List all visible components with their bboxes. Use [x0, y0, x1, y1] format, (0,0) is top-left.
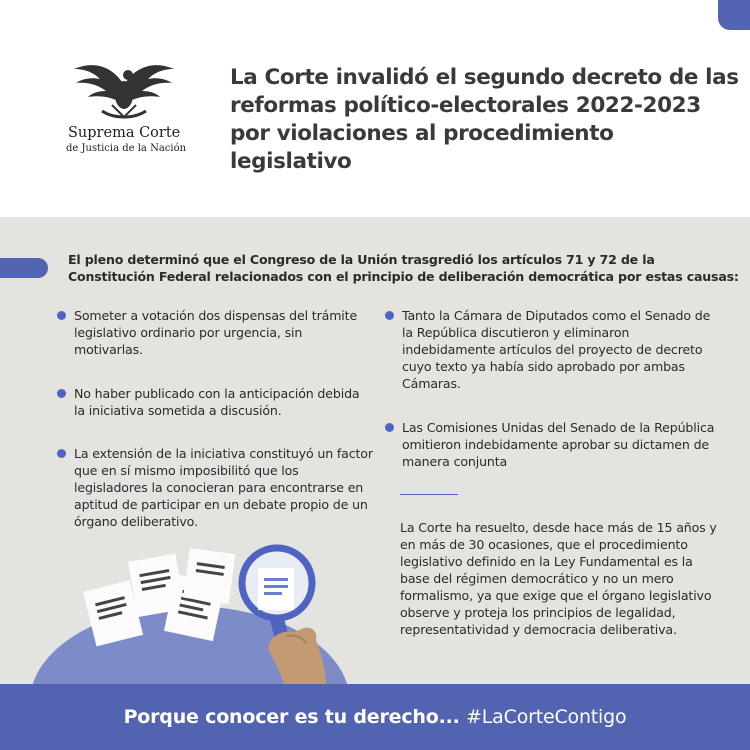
bullet-dot	[57, 449, 66, 458]
bullet-dot	[57, 311, 66, 320]
footer-bar	[0, 684, 750, 750]
bullet-dot	[57, 389, 66, 398]
logo-name: Suprema Corte	[68, 125, 181, 141]
left-bullet-2	[74, 385, 374, 419]
right-bullet-2	[402, 419, 720, 470]
footer-slogan: Porque conocer es tu derecho...	[123, 706, 460, 728]
document-icon	[183, 548, 236, 604]
corner-accent-tab	[718, 0, 750, 30]
eagle-emblem-icon	[72, 55, 176, 121]
intro-text: El pleno determinó que el Congreso de la Unión trasgredió los artículos 71 y 72 de la Constitución Federal relacionados con el principio de deliberación democrática por estas causas:	[68, 252, 739, 284]
left-bullet-1-text: Someter a votación dos dispensas del trámite legislativo ordinario por urgencia, sin motivarlas.	[74, 308, 358, 357]
bullet-dot	[385, 311, 394, 320]
footer-hashtag[interactable]: #LaCorteContigo	[466, 706, 627, 728]
divider-line	[400, 494, 458, 495]
right-bullet-2-text: Las Comisiones Unidas del Senado de la República omitieron indebidamente aprobar su dictamen de manera conjunta	[402, 420, 715, 469]
closing-text: La Corte ha resuelto, desde hace más de 15 años y en más de 30 ocasiones, que el procedimiento legislativo definido en la Ley Fundamental es la base del régimen democrático y no un mero formalismo, ya que exige que el órgano legislativo observe y proteja los principios de legalidad, representatividad y democracia deliberativa.	[400, 520, 717, 637]
logo	[60, 55, 190, 165]
headline: La Corte invalidó el segundo decreto de las reformas político-electorales 2022-2023 por violaciones al procedimiento legislativo	[230, 65, 739, 174]
illustration	[0, 540, 380, 685]
logo-subtitle: de Justicia de la Nación	[66, 143, 187, 154]
footer-text	[0, 684, 750, 750]
bullet-dot	[385, 423, 394, 432]
right-bullet-1-text: Tanto la Cámara de Diputados como el Senado de la República discutieron y eliminaron indebidamente artículos del proyecto de decreto cuyo texto ya había sido aprobado por ambas Cámaras.	[402, 308, 711, 391]
left-bullet-3	[74, 445, 374, 530]
left-accent-tab	[0, 258, 48, 278]
header	[0, 0, 750, 217]
right-bullet-1	[402, 307, 720, 392]
left-bullet-2-text: No haber publicado con la anticipación debida la iniciativa sometida a discusión.	[74, 386, 360, 418]
left-bullet-3-text: La extensión de la iniciativa constituyó un factor que en sí mismo imposibilitó que los legisladores la conocieran para encontrarse en aptitud de participar en un debate propio de un órgano deliberativo.	[74, 446, 373, 529]
left-bullet-1	[74, 307, 374, 358]
